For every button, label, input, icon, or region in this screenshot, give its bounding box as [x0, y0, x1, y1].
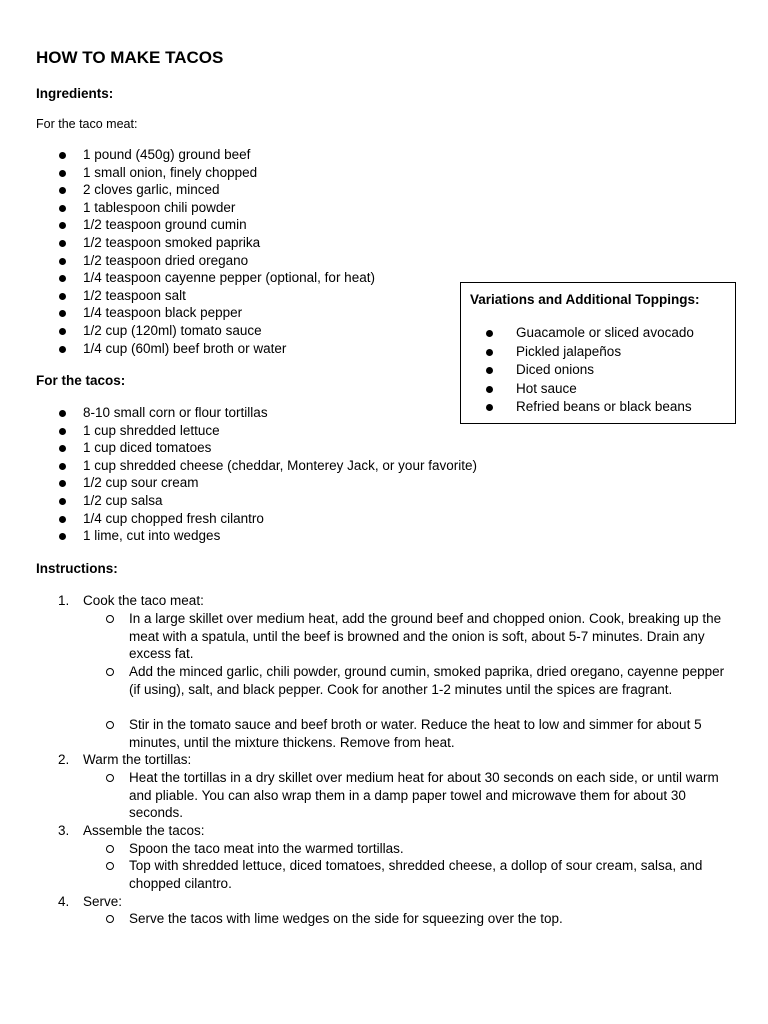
circle-bullet-icon	[106, 774, 114, 782]
step-number: 4.	[58, 894, 70, 909]
bullet-icon	[59, 152, 66, 159]
bullet-icon	[59, 293, 66, 300]
bullet-icon	[59, 328, 66, 335]
bullet-icon	[59, 187, 66, 194]
bullet-icon	[59, 533, 66, 540]
bullet-icon	[486, 404, 493, 411]
step-title: Serve:	[83, 894, 123, 909]
step-title: Cook the taco meat:	[83, 593, 204, 608]
bullet-icon	[59, 445, 66, 452]
circle-bullet-icon	[106, 668, 114, 676]
step-number: 3.	[58, 823, 70, 838]
bullet-icon	[59, 410, 66, 417]
bullet-icon	[59, 480, 66, 487]
bullet-icon	[59, 170, 66, 177]
bullet-icon	[59, 463, 66, 470]
bullet-icon	[59, 258, 66, 265]
bullet-icon	[486, 386, 493, 393]
bullet-icon	[486, 349, 493, 356]
bullet-icon	[59, 240, 66, 247]
bullet-icon	[59, 428, 66, 435]
bullet-icon	[59, 205, 66, 212]
circle-bullet-icon	[106, 915, 114, 923]
bullet-icon	[486, 330, 493, 337]
bullet-icon	[486, 367, 493, 374]
bullet-icon	[59, 275, 66, 282]
bullet-icon	[59, 498, 66, 505]
step-title: Assemble the tacos:	[83, 823, 205, 838]
bullet-icon	[59, 346, 66, 353]
tacos-heading: For the tacos:	[36, 373, 126, 388]
circle-bullet-icon	[106, 845, 114, 853]
variations-box: Variations and Additional Toppings: Guacamole or sliced avocado Pickled jalapeños Diced onions Hot sauce Refried beans or black beans	[460, 282, 736, 424]
circle-bullet-icon	[106, 721, 114, 729]
bullet-icon	[59, 516, 66, 523]
variations-title: Variations and Additional Toppings:	[470, 292, 700, 307]
step-number: 1.	[58, 593, 70, 608]
taco-meat-heading: For the taco meat:	[36, 117, 138, 131]
instructions-heading: Instructions:	[36, 561, 118, 576]
step-title: Warm the tortillas:	[83, 752, 192, 767]
bullet-icon	[59, 310, 66, 317]
ingredients-heading: Ingredients:	[36, 86, 114, 101]
page-title: HOW TO MAKE TACOS	[36, 48, 224, 67]
step-number: 2.	[58, 752, 70, 767]
bullet-icon	[59, 222, 66, 229]
circle-bullet-icon	[106, 862, 114, 870]
circle-bullet-icon	[106, 615, 114, 623]
